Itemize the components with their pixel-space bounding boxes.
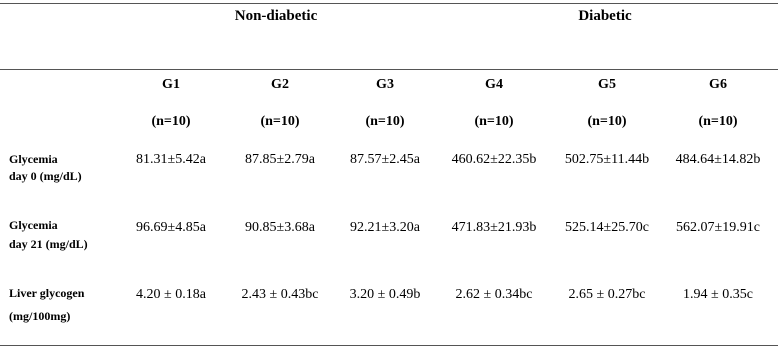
table-cell: 562.07±19.91c: [676, 220, 760, 235]
column-subheader-g3: (n=10): [365, 114, 405, 129]
group-header-diabetic: Diabetic: [578, 8, 632, 24]
table-cell: 525.14±25.70c: [565, 220, 649, 235]
table-cell: 2.43 ± 0.43bc: [241, 287, 319, 302]
column-header-g3: G3: [376, 77, 394, 92]
group-header-non-diabetic: Non-diabetic: [234, 8, 318, 24]
column-subheader-g6: (n=10): [698, 114, 738, 129]
table-cell: 3.20 ± 0.49b: [349, 287, 421, 302]
table-cell: 471.83±21.93b: [451, 220, 537, 235]
table-top-rule: [0, 3, 778, 4]
column-header-g2: G2: [271, 77, 289, 92]
table-cell: 2.62 ± 0.34bc: [455, 287, 533, 302]
column-header-g5: G5: [598, 77, 616, 92]
row-label-unit: (mg/100mg): [9, 309, 71, 323]
table-cell: 4.20 ± 0.18a: [136, 287, 206, 302]
column-subheader-g2: (n=10): [260, 114, 300, 129]
column-subheader-g1: (n=10): [151, 114, 191, 129]
table-cell: 87.85±2.79a: [245, 152, 315, 167]
table-cell: 96.69±4.85a: [136, 220, 206, 235]
table-cell: 92.21±3.20a: [350, 220, 420, 235]
row-label-unit: day 21 (mg/dL): [9, 237, 88, 251]
table-cell: 87.57±2.45a: [350, 152, 420, 167]
table-cell: 460.62±22.35b: [451, 152, 537, 167]
header-rule: [0, 69, 778, 70]
table-cell: 2.65 ± 0.27bc: [568, 287, 646, 302]
column-header-g1: G1: [162, 77, 180, 92]
column-header-g6: G6: [709, 77, 727, 92]
table-cell: 1.94 ± 0.35c: [683, 287, 753, 302]
column-subheader-g5: (n=10): [587, 114, 627, 129]
row-label: Glycemia: [9, 152, 58, 166]
row-label: Glycemia: [9, 218, 58, 232]
table-cell: 90.85±3.68a: [245, 220, 315, 235]
table-cell: 502.75±11.44b: [564, 152, 650, 167]
row-label: Liver glycogen: [9, 286, 85, 300]
row-label-unit: day 0 (mg/dL): [9, 169, 82, 183]
column-header-g4: G4: [485, 77, 503, 92]
column-subheader-g4: (n=10): [474, 114, 514, 129]
table-bottom-rule: [0, 345, 778, 346]
table-cell: 484.64±14.82b: [675, 152, 761, 167]
table-cell: 81.31±5.42a: [136, 152, 206, 167]
